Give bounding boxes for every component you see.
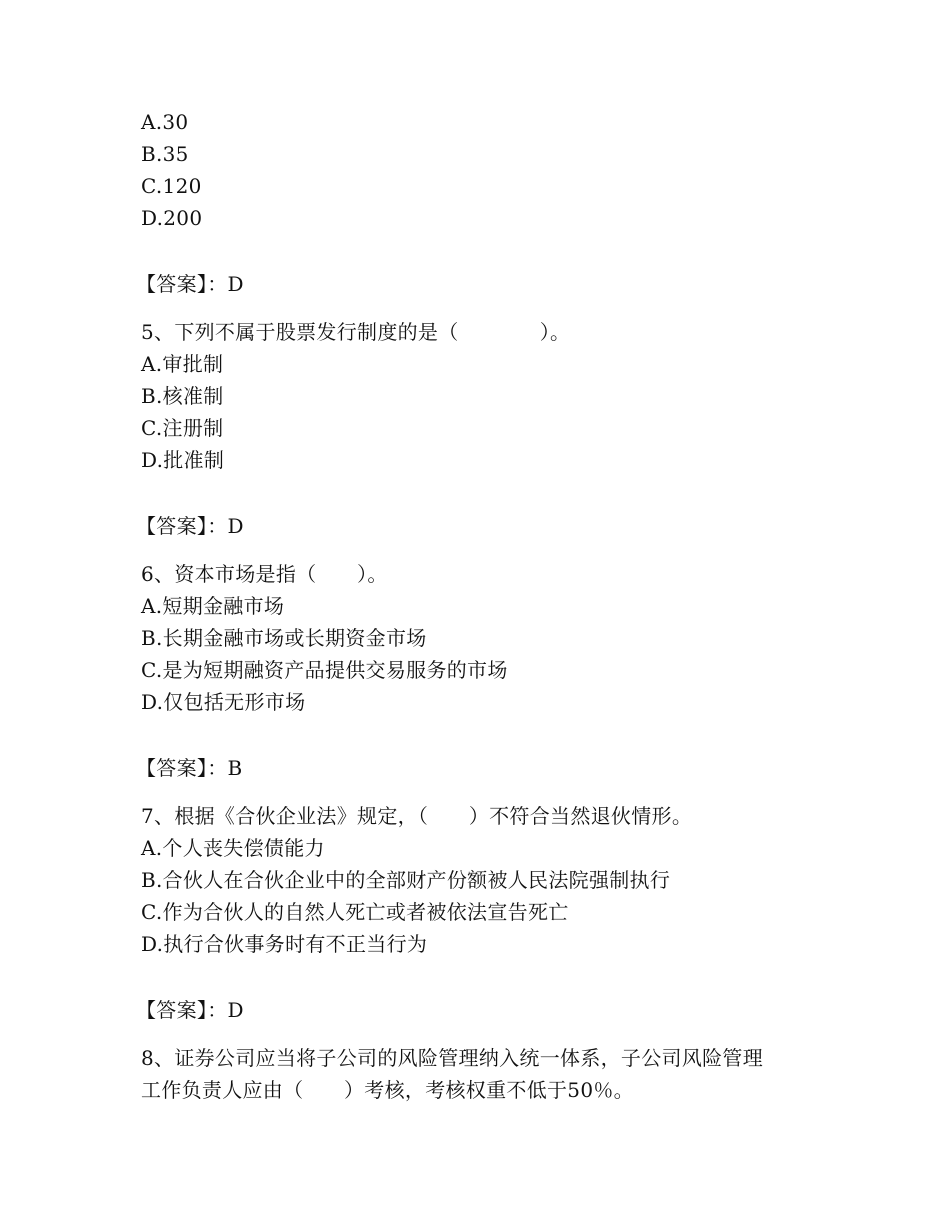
option-d: D.仅包括无形市场 (141, 690, 306, 714)
option-d: D.批准制 (141, 448, 225, 472)
option-a: A.个人丧失偿债能力 (141, 836, 325, 860)
option-c: C.注册制 (141, 416, 224, 440)
option-a: A.审批制 (141, 352, 224, 376)
option-a: A.30 (141, 110, 189, 134)
question-stem-line-2: 工作负责人应由（ ）考核，考核权重不低于50％。 (141, 1078, 634, 1102)
option-c: C.作为合伙人的自然人死亡或者被依法宣告死亡 (141, 900, 569, 924)
question-stem: 6、资本市场是指（ ）。 (141, 562, 388, 586)
option-b: B.35 (141, 142, 189, 166)
answer-line: 【答案】：D (136, 998, 244, 1022)
option-d: D.200 (141, 206, 203, 230)
question-stem-line-1: 8、证券公司应当将子公司的风险管理纳入统一体系，子公司风险管理 (141, 1046, 764, 1070)
option-d: D.执行合伙事务时有不正当行为 (141, 932, 428, 956)
option-a: A.短期金融市场 (141, 594, 285, 618)
option-c: C.120 (141, 174, 202, 198)
answer-line: 【答案】：B (136, 756, 243, 780)
question-stem: 7、根据《合伙企业法》规定，（ ）不符合当然退伙情形。 (141, 804, 693, 828)
question-stem: 5、下列不属于股票发行制度的是（ ）。 (141, 320, 571, 344)
option-b: B.长期金融市场或长期资金市场 (141, 626, 427, 650)
option-b: B.合伙人在合伙企业中的全部财产份额被人民法院强制执行 (141, 868, 671, 892)
answer-line: 【答案】：D (136, 272, 244, 296)
option-c: C.是为短期融资产品提供交易服务的市场 (141, 658, 508, 682)
option-b: B.核准制 (141, 384, 224, 408)
answer-line: 【答案】：D (136, 514, 244, 538)
